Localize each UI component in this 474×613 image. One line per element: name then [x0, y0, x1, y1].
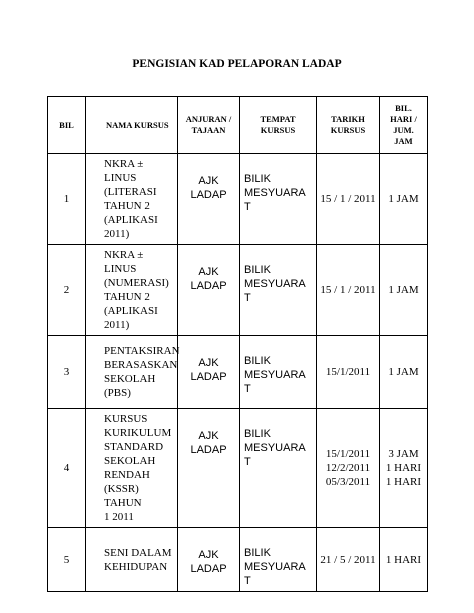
row-tempat: BILIK MESYUARA T	[240, 154, 317, 245]
header-bil: BIL	[48, 97, 86, 154]
row-anjuran: AJK LADAP	[178, 245, 240, 336]
row-tarikh: 15/1/2011	[317, 336, 380, 409]
row-jam: 1 JAM	[380, 245, 428, 336]
row-bil: 1	[48, 154, 86, 245]
row-anjuran: AJK LADAP	[178, 528, 240, 592]
table-header-row	[48, 97, 428, 154]
table-row	[48, 409, 428, 528]
row-bil: 3	[48, 336, 86, 409]
row-anjuran: AJK LADAP	[178, 154, 240, 245]
row-jam: 1 JAM	[380, 154, 428, 245]
row-tarikh: 15 / 1 / 2011	[317, 154, 380, 245]
row-tempat: BILIK MESYUARA T	[240, 528, 317, 592]
row-tarikh: 15/1/2011 12/2/2011 05/3/2011	[317, 409, 380, 528]
row-nama-kursus: NKRA ± LINUS (LITERASI TAHUN 2 (APLIKASI 2011)	[86, 154, 178, 245]
row-bil: 4	[48, 409, 86, 528]
row-nama-kursus: SENI DALAM KEHIDUPAN	[86, 528, 178, 592]
table-row	[48, 336, 428, 409]
row-anjuran: AJK LADAP	[178, 409, 240, 528]
table-row	[48, 154, 428, 245]
header-tempat: TEMPAT KURSUS	[240, 97, 317, 154]
row-bil: 2	[48, 245, 86, 336]
page-title: PENGISIAN KAD PELAPORAN LADAP	[132, 58, 342, 70]
row-jam: 3 JAM 1 HARI 1 HARI	[380, 409, 428, 528]
header-nama-kursus: NAMA KURSUS	[86, 97, 178, 154]
ladap-report-table	[47, 96, 428, 592]
row-tarikh: 15 / 1 / 2011	[317, 245, 380, 336]
header-anjuran: ANJURAN / TAJAAN	[178, 97, 240, 154]
header-jam: BIL. HARI / JUM. JAM	[380, 97, 428, 154]
row-nama-kursus: NKRA ± LINUS (NUMERASI) TAHUN 2 (APLIKASI 2011)	[86, 245, 178, 336]
row-nama-kursus: PENTAKSIRAN BERASASKAN SEKOLAH (PBS)	[86, 336, 178, 409]
row-nama-kursus: KURSUS KURIKULUM STANDARD SEKOLAH RENDAH (KSSR) TAHUN 1 2011	[86, 409, 178, 528]
row-bil: 5	[48, 528, 86, 592]
row-anjuran: AJK LADAP	[178, 336, 240, 409]
row-jam: 1 HARI	[380, 528, 428, 592]
row-jam: 1 JAM	[380, 336, 428, 409]
table-row	[48, 528, 428, 592]
table-row	[48, 245, 428, 336]
row-tarikh: 21 / 5 / 2011	[317, 528, 380, 592]
row-tempat: BILIK MESYUARA T	[240, 245, 317, 336]
row-tempat: BILIK MESYUARA T	[240, 409, 317, 528]
header-tarikh: TARIKH KURSUS	[317, 97, 380, 154]
row-tempat: BILIK MESYUARA T	[240, 336, 317, 409]
